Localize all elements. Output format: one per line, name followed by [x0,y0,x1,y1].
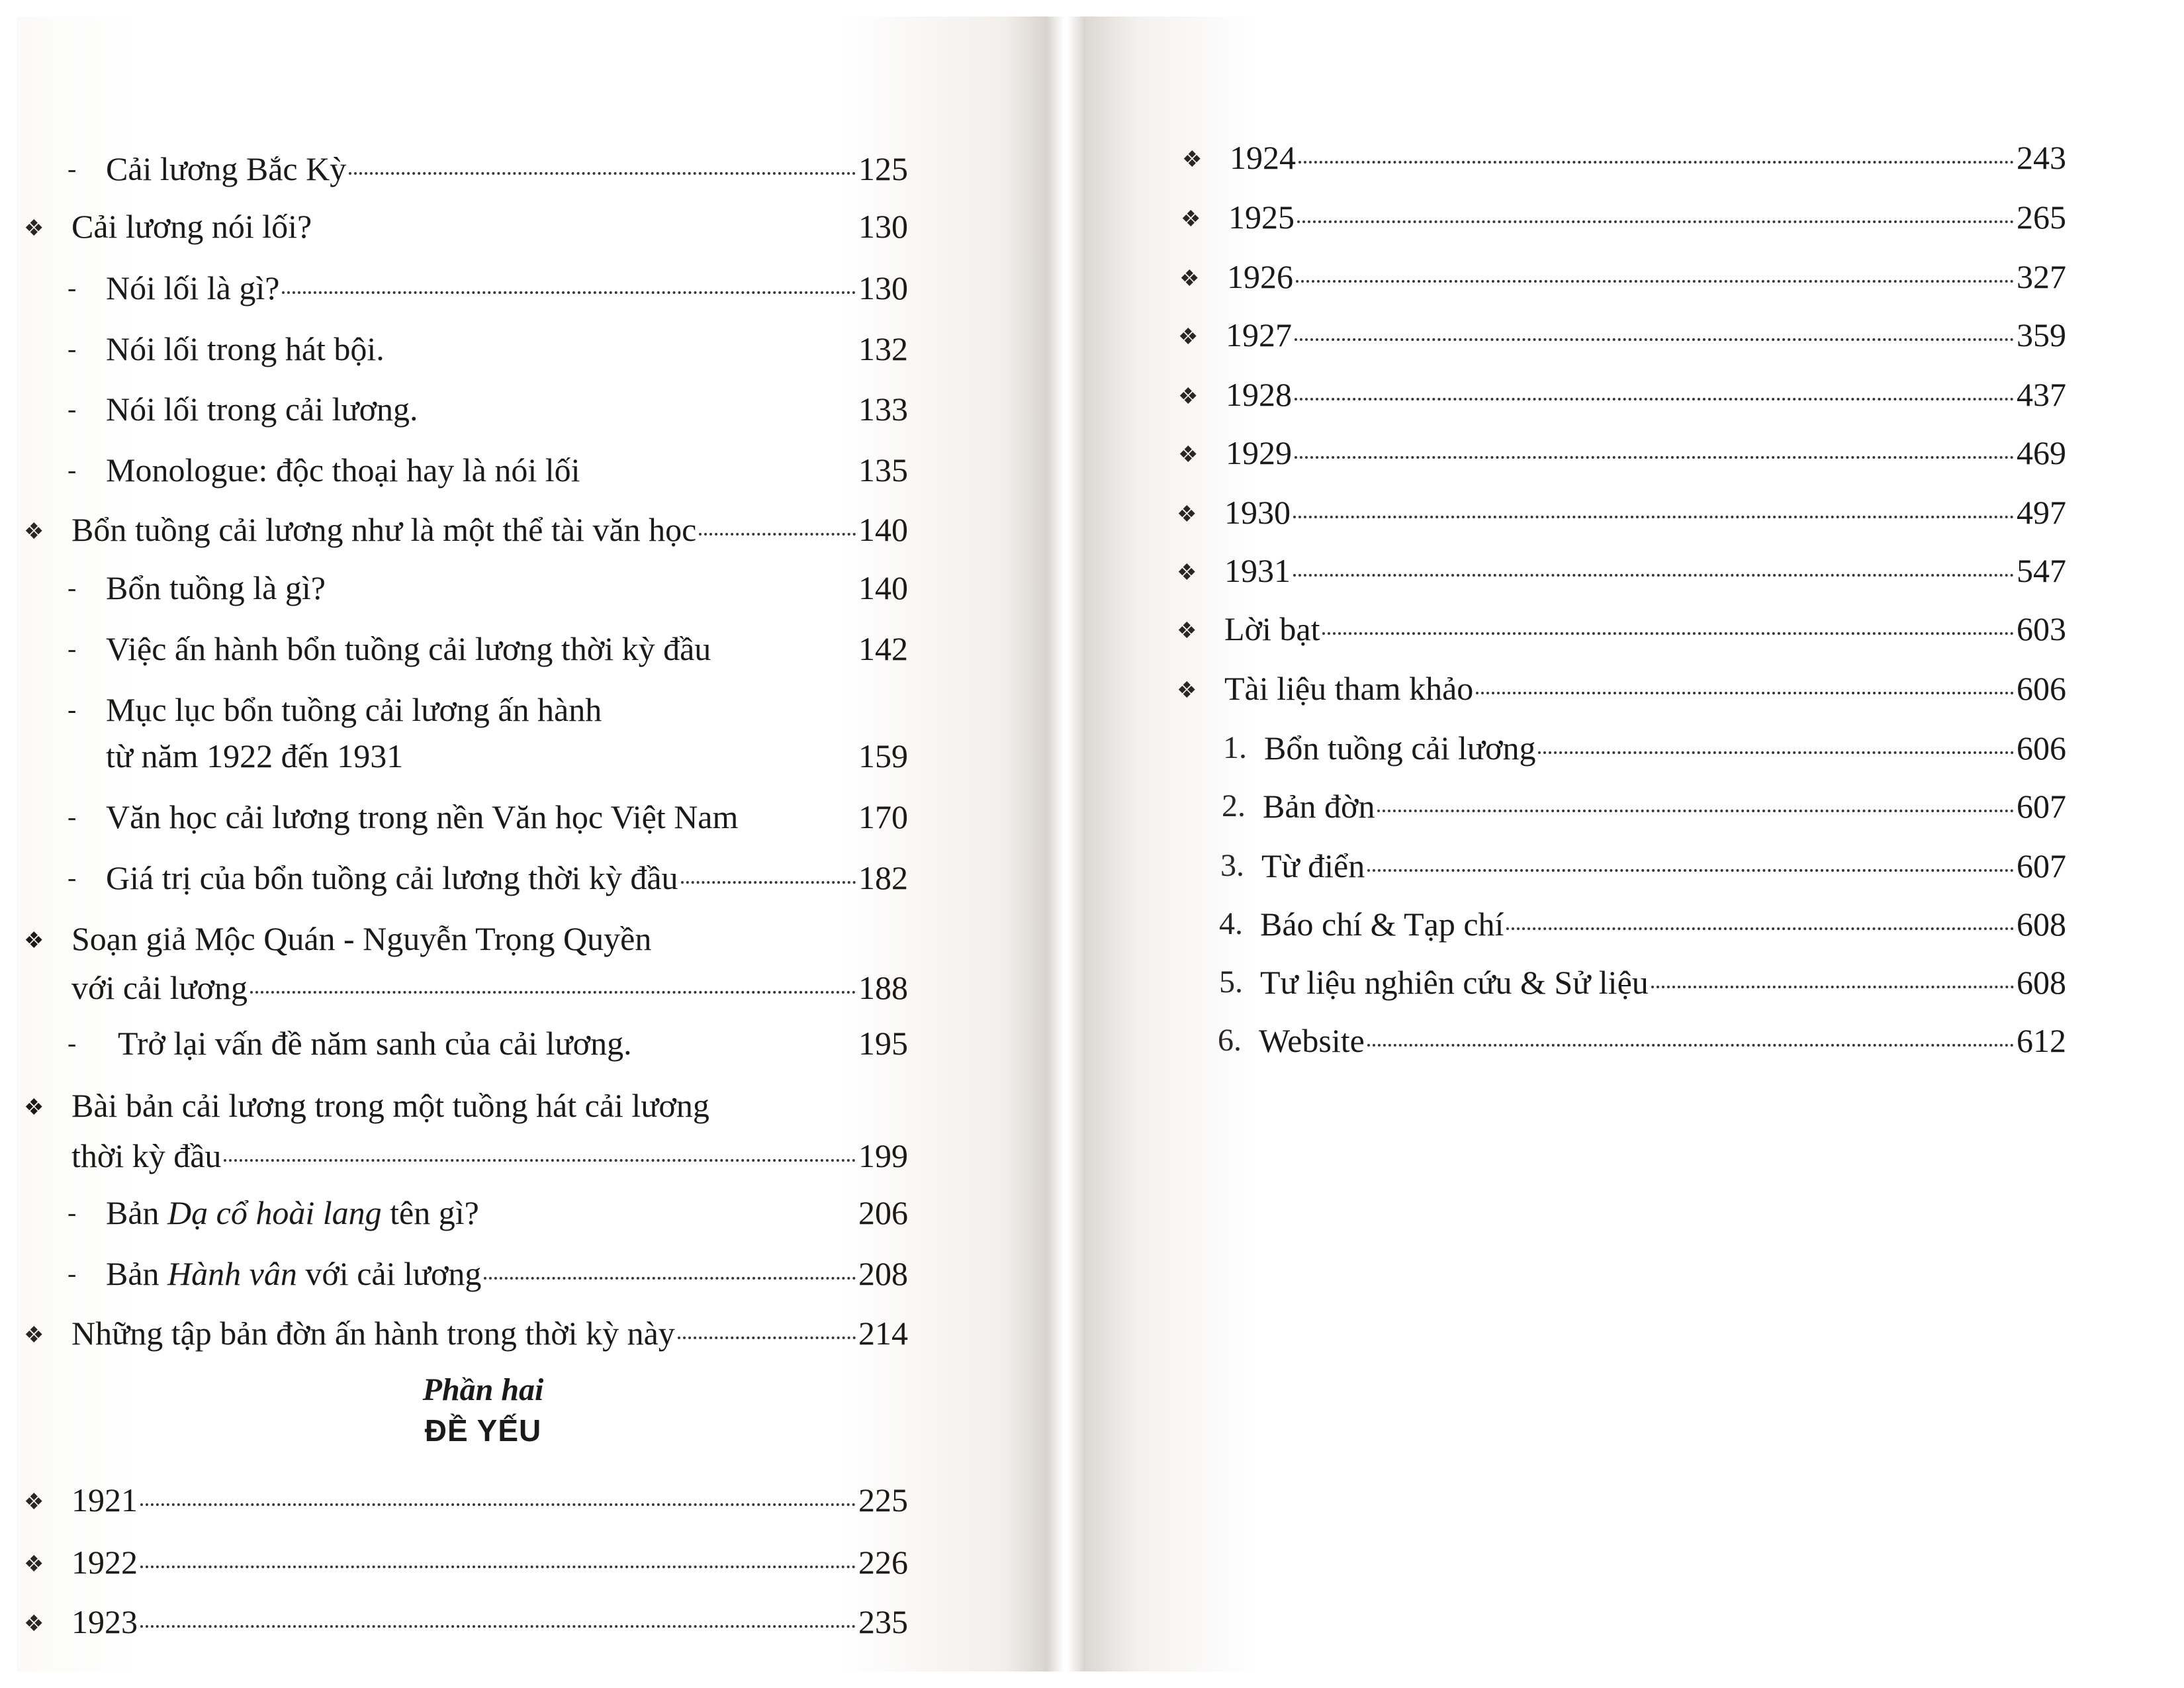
toc-entry-page: 130 [858,208,908,245]
dot-leader [699,533,856,536]
toc-entry [68,1254,908,1293]
diamond-bullet-icon: ❖ [1178,385,1199,409]
dot-leader [1297,220,2014,223]
dash-marker: - [68,863,77,892]
book-gutter [1046,17,1085,1671]
toc-entry-page: 188 [858,969,908,1006]
toc-entry-page: 195 [858,1025,908,1062]
dot-leader [1293,574,2014,577]
toc-entry [1220,846,2066,886]
toc-entry [1178,375,2066,414]
song-title-italic: Hành vân [167,1255,297,1292]
toc-entry-title: 1927 [1226,316,1292,353]
toc-entry-title: Bản đờn [1263,788,1375,825]
dash-marker: - [68,1258,77,1288]
diamond-bullet-icon: ❖ [1178,443,1199,467]
dash-marker: - [68,455,77,485]
list-number: 6. [1218,1023,1242,1058]
toc-entry [68,450,908,490]
toc-entry [68,1193,908,1233]
dot-leader [349,172,856,175]
toc-entry-title: Nói lối là gì? [106,269,280,306]
toc-entry-page: 133 [858,391,908,428]
diamond-bullet-icon: ❖ [24,216,44,241]
toc-entry [1219,904,2066,944]
toc-entry [1219,962,2066,1002]
toc-entry-title: 1921 [71,1481,138,1519]
toc-entry-title: 1928 [1226,376,1292,413]
toc-entry-title-line1: Soạn giả Mộc Quán - Nguyễn Trọng Quyền [71,920,652,957]
toc-entry-page: 206 [858,1194,908,1231]
toc-entry-title: Việc ấn hành bổn tuồng cải lương thời kỳ đầu [106,630,711,667]
diamond-bullet-icon: ❖ [24,520,44,544]
toc-entry-page: 135 [858,451,908,489]
toc-entry-page: 612 [2017,1022,2066,1059]
toc-entry-title: Nói lối trong hát bội. [106,330,385,367]
dash-marker: - [68,273,77,303]
toc-entry-title: Tài liệu tham khảo [1224,670,1474,707]
toc-entry-page: 607 [2017,847,2066,884]
toc-entry-page: 327 [2017,258,2066,295]
toc-entry-page: 603 [2017,610,2066,647]
toc-entry [1178,315,2066,355]
toc-entry-page: 235 [858,1603,908,1640]
toc-entry [1181,197,2066,237]
toc-entry [1218,1021,2066,1060]
toc-entry [68,797,908,837]
toc-entry-title: Nói lối trong cải lương. [106,391,418,428]
toc-entry [24,1313,908,1353]
dot-leader [140,1625,856,1628]
dot-leader [1293,516,2014,518]
list-number: 2. [1222,788,1246,823]
toc-entry [24,1602,908,1642]
diamond-bullet-icon: ❖ [1178,325,1199,350]
dot-leader [1651,986,2014,988]
dot-leader [1538,751,2014,754]
toc-entry [71,968,908,1008]
toc-entry-page: 359 [2017,316,2066,353]
toc-entry-title: Monologue: độc thoại hay là nói lối [106,451,580,489]
toc-entry [68,1023,908,1063]
toc-entry [68,858,908,898]
toc-entry-page: 130 [858,269,908,306]
list-number: 4. [1219,906,1243,941]
dot-leader [1295,398,2014,400]
list-number: 1. [1223,730,1247,765]
toc-entry [68,389,908,429]
toc-entry-title-line2: với cải lương [71,969,248,1006]
toc-entry-title: Cải lương Bắc Kỳ [106,150,347,187]
toc-entry-page: 140 [858,511,908,548]
toc-entry-page: 214 [858,1315,908,1352]
toc-entry [1177,492,2066,532]
dot-leader [1476,692,2014,694]
toc-entry-title: Bổn tuồng là gì? [106,569,326,606]
toc-entry-title-line1: Bài bản cải lương trong một tuồng hát cải lương [71,1087,709,1124]
toc-entry-title [24,1086,709,1125]
toc-entry-page: 469 [2017,434,2066,471]
dot-leader [224,1159,856,1162]
toc-entry-title: Cải lương nói lối? [71,208,312,245]
toc-entry [1177,669,2066,708]
toc-entry-title: 1930 [1224,494,1291,531]
toc-entry-title [24,919,652,959]
toc-entry-title: Website [1259,1022,1365,1059]
toc-entry-page: 142 [858,630,908,667]
dash-marker: - [68,633,77,663]
dash-marker: - [68,802,77,831]
toc-entry-page: 243 [2017,139,2066,176]
dot-leader [1295,338,2014,341]
toc-entry [106,736,908,776]
toc-entry [68,629,908,669]
dot-leader [250,991,856,994]
dot-leader [1322,632,2014,635]
toc-entry-page: 170 [858,798,908,835]
toc-entry-page: 608 [2017,964,2066,1001]
toc-entry-page: 226 [858,1544,908,1581]
toc-entry-title: Những tập bản đờn ấn hành trong thời kỳ này [71,1315,675,1352]
toc-entry [1182,138,2066,177]
toc-entry-page: 437 [2017,376,2066,413]
dot-leader [140,1503,856,1506]
toc-entry-title: Bổn tuồng cải lương như là một thể tài văn học [71,511,697,548]
toc-entry-title: Bản Dạ cổ hoài lang tên gì? [106,1194,479,1231]
toc-entry-title: Tư liệu nghiên cứu & Sử liệu [1260,964,1649,1001]
dot-leader [1298,161,2014,164]
toc-entry-title: Giá trị của bổn tuồng cải lương thời kỳ đầu [106,859,678,896]
toc-entry [1222,786,2066,826]
toc-entry-page: 225 [858,1481,908,1519]
toc-entry-title: 1925 [1228,199,1295,236]
dash-marker: - [68,1197,77,1227]
diamond-bullet-icon: ❖ [1177,619,1197,643]
toc-entry [68,268,908,308]
toc-entry [1177,609,2066,649]
toc-entry-title: 1923 [71,1603,138,1640]
toc-entry-title [68,690,602,729]
diamond-bullet-icon: ❖ [1177,502,1197,527]
dot-leader [140,1566,856,1568]
part-number: Phần hai [422,1372,544,1407]
toc-entry [1223,728,2066,768]
dot-leader [1367,1044,2014,1047]
dot-leader [1506,927,2014,930]
toc-entry [24,510,908,549]
diamond-bullet-icon: ❖ [24,1490,44,1515]
toc-entry [1177,551,2066,590]
list-number: 3. [1220,848,1244,883]
toc-entry-page: 199 [858,1137,908,1174]
part-heading [318,1370,649,1451]
diamond-bullet-icon: ❖ [24,1612,44,1636]
toc-entry-page: 607 [2017,788,2066,825]
diamond-bullet-icon: ❖ [24,1096,44,1120]
toc-entry-page: 208 [858,1255,908,1292]
part-title: ĐỀ YẾU [424,1413,542,1448]
toc-entry-title: 1924 [1230,139,1296,176]
dash-marker: - [68,1028,77,1058]
diamond-bullet-icon: ❖ [1181,207,1201,232]
dash-marker: - [68,573,77,602]
song-title-italic: Dạ cổ hoài lang [167,1194,382,1231]
toc-entry-title: Trở lại vấn đề năm sanh của cải lương. [118,1025,632,1062]
dot-leader [681,881,856,884]
dot-leader [678,1336,856,1339]
diamond-bullet-icon: ❖ [1177,679,1197,703]
toc-entry-title-line1: Mục lục bổn tuồng cải lương ấn hành [106,691,602,728]
toc-entry [24,207,908,246]
toc-entry [68,149,908,189]
diamond-bullet-icon: ❖ [24,929,44,953]
toc-entry-page: 159 [858,737,908,774]
toc-entry-page: 265 [2017,199,2066,236]
dot-leader [282,291,856,294]
toc-entry-page: 606 [2017,670,2066,707]
toc-entry [24,1542,908,1582]
toc-entry-page: 606 [2017,729,2066,767]
toc-entry-title: 1931 [1224,552,1291,589]
toc-entry-page: 125 [858,150,908,187]
toc-entry-title-line2: từ năm 1922 đến 1931 [106,737,404,774]
dot-leader [1296,280,2014,283]
toc-entry [68,329,908,369]
toc-entry-page: 608 [2017,906,2066,943]
toc-entry-title-line2: thời kỳ đầu [71,1137,222,1174]
diamond-bullet-icon: ❖ [24,1323,44,1348]
dash-marker: - [68,394,77,424]
toc-entry-title: 1922 [71,1544,138,1581]
toc-entry-page: 547 [2017,552,2066,589]
diamond-bullet-icon: ❖ [1179,267,1200,291]
dash-marker: - [68,154,77,183]
dash-marker: - [68,334,77,363]
toc-entry-page: 182 [858,859,908,896]
list-number: 5. [1219,964,1243,1000]
diamond-bullet-icon: ❖ [1177,561,1197,585]
toc-entry-title: Bổn tuồng cải lương [1264,729,1536,767]
dot-leader [1367,869,2014,872]
toc-entry-title: Từ điển [1261,847,1365,884]
toc-entry-title: Báo chí & Tạp chí [1260,906,1504,943]
diamond-bullet-icon: ❖ [1182,148,1203,172]
toc-entry [71,1136,908,1176]
dot-leader [484,1277,856,1280]
toc-entry [1178,433,2066,473]
dash-marker: - [68,694,77,724]
toc-entry-page: 140 [858,569,908,606]
toc-entry-title: Văn học cải lương trong nền Văn học Việt Nam [106,798,739,835]
dot-leader [1295,456,2014,459]
toc-entry [24,1480,908,1520]
toc-entry-title: Bản Hành vân với cải lương [106,1255,482,1292]
toc-entry-title: 1926 [1227,258,1293,295]
toc-entry [1179,257,2066,297]
toc-entry-title: Lời bạt [1224,610,1320,647]
diamond-bullet-icon: ❖ [24,1552,44,1577]
dot-leader [1377,810,2014,812]
toc-entry-page: 132 [858,330,908,367]
toc-entry-title: 1929 [1226,434,1292,471]
toc-entry [68,568,908,608]
toc-entry-page: 497 [2017,494,2066,531]
